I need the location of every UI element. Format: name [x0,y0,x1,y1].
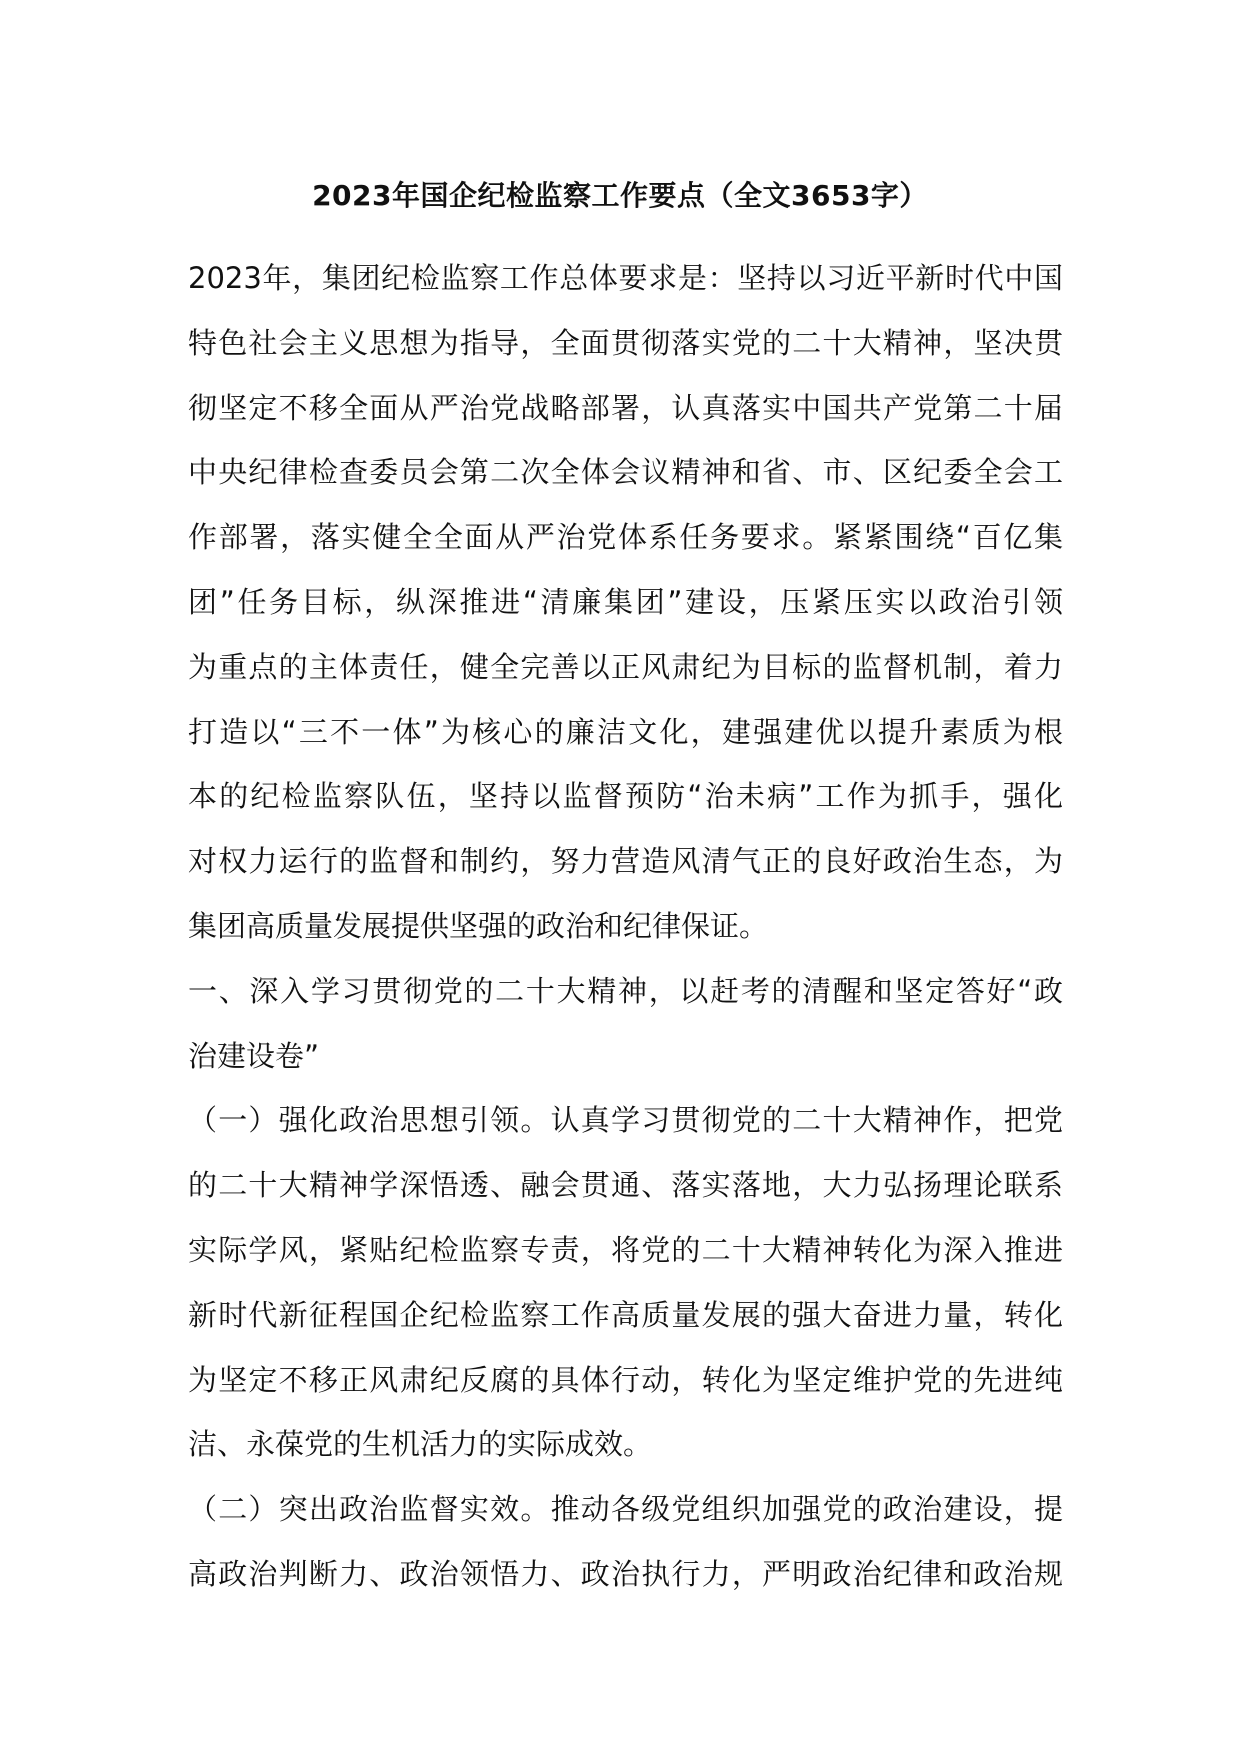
text-line: 团”任务目标，纵深推进“清廉集团”建设，压紧压实以政治引领 [188,584,1063,619]
text-line: 为坚定不移正风肃纪反腐的具体行动，转化为坚定维护党的先进纯 [188,1362,1063,1397]
document-body [188,246,1063,1607]
text-line: 新时代新征程国企纪检监察工作高质量发展的强大奋进力量，转化 [188,1297,1063,1332]
text-line: 打造以“三不一体”为核心的廉洁文化，建强建优以提升素质为根 [188,714,1063,749]
text-line: 中央纪律检查委员会第二次全体会议精神和省、市、区纪委全会工 [188,455,1063,490]
text-line: （一）强化政治思想引领。认真学习贯彻党的二十大精神作，把党 [188,1103,1063,1138]
text-line: 对权力运行的监督和制约，努力营造风清气正的良好政治生态，为 [188,844,1063,879]
text-line: 本的纪检监察队伍，坚持以监督预防“治未病”工作为抓手，强化 [188,779,1063,814]
text-line: 2023年，集团纪检监察工作总体要求是：坚持以习近平新时代中国 [188,261,1063,295]
text-line: 特色社会主义思想为指导，全面贯彻落实党的二十大精神，坚决贯 [188,325,1063,360]
text-line: 作部署，落实健全全面从严治党体系任务要求。紧紧围绕“百亿集 [188,520,1063,555]
text-line: 治建设卷” [188,1038,320,1073]
text-line: 洁、永葆党的生机活力的实际成效。 [188,1427,653,1462]
text-line: 的二十大精神学深悟透、融会贯通、落实落地，大力弘扬理论联系 [188,1168,1063,1203]
text-line: 实际学风，紧贴纪检监察专责，将党的二十大精神转化为深入推进 [188,1232,1063,1267]
text-line: 高政治判断力、政治领悟力、政治执行力，严明政治纪律和政治规 [188,1556,1063,1591]
text-line: 为重点的主体责任，健全完善以正风肃纪为目标的监督机制，着力 [188,649,1063,684]
text-line: 集团高质量发展提供坚强的政治和纪律保证。 [188,908,769,943]
document-title: 2023年国企纪检监察工作要点（全文3653字） [312,179,928,212]
text-line: 彻坚定不移全面从严治党战略部署，认真落实中国共产党第二十届 [188,390,1063,425]
text-line: 一、深入学习贯彻党的二十大精神，以赶考的清醒和坚定答好“政 [188,973,1063,1008]
text-line: （二）突出政治监督实效。推动各级党组织加强党的政治建设，提 [188,1492,1063,1527]
